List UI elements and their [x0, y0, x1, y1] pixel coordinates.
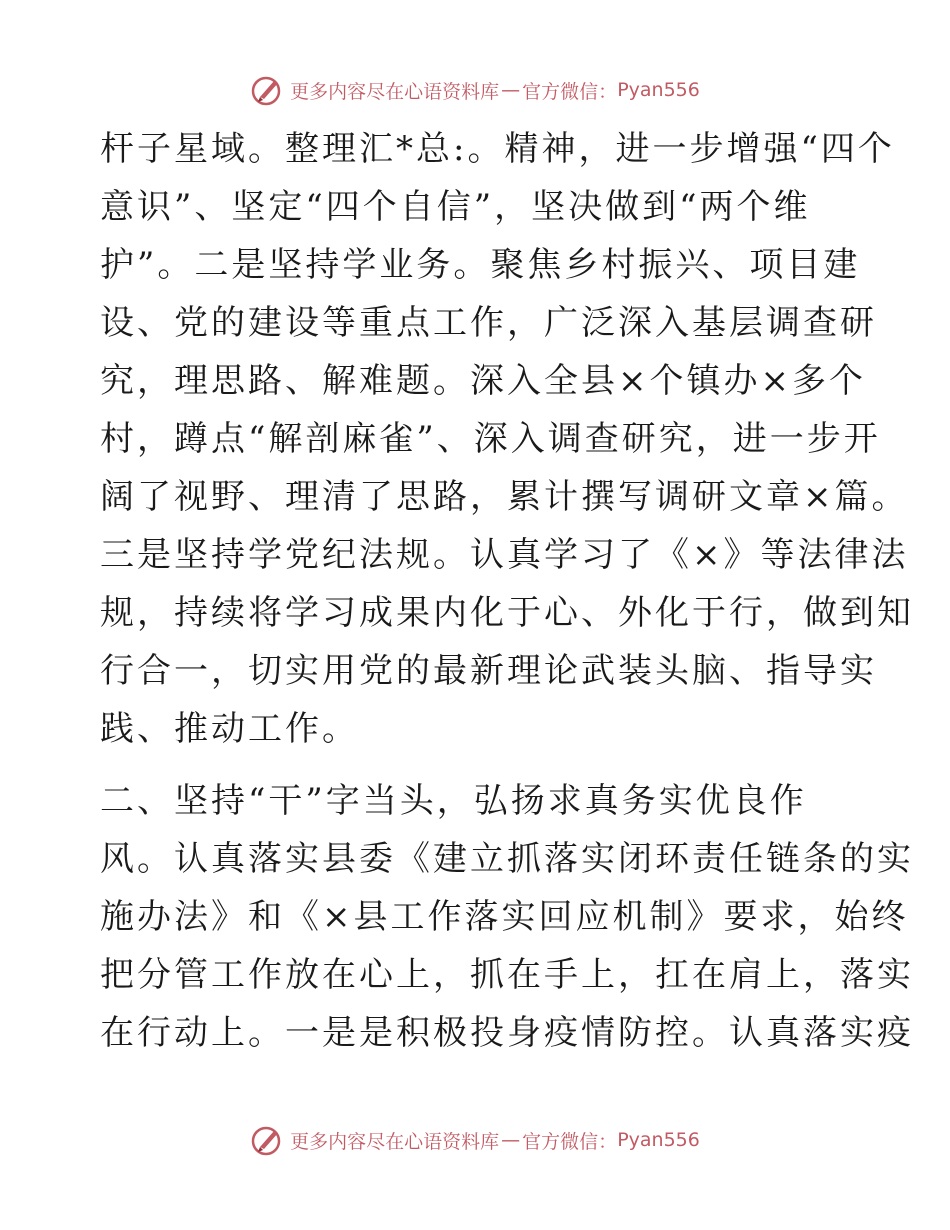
text-line: 阔了视野、理清了思路，累计撰写调研文章×篇。 — [100, 477, 909, 517]
text-line: 风。认真落实县委《建立抓落实闭环责任链条的实 — [100, 839, 914, 879]
wechat-id: Pyan556 — [617, 1129, 700, 1151]
text-line: 究，理思路、解难题。深入全县×个镇办×多个 — [100, 361, 866, 401]
text-line: 意识”、坚定“四个自信”，坚决做到“两个维 — [100, 187, 811, 227]
pen-logo-icon — [250, 73, 284, 107]
footer-banner — [0, 1120, 950, 1160]
banner-dash: — — [501, 79, 521, 101]
text-line: 施办法》和《×县工作落实回应机制》要求，始终 — [100, 897, 909, 937]
text-line: 护”。二是坚持学业务。聚焦乡村振兴、项目建 — [100, 245, 861, 285]
banner-text: 更多内容尽在心语资料库 — [290, 80, 500, 103]
banner-dash: — — [501, 1129, 521, 1151]
text-line: 村，蹲点“解剖麻雀”、深入调查研究，进一步开 — [100, 419, 881, 459]
banner-text: 更多内容尽在心语资料库 — [290, 1130, 500, 1153]
text-line: 规，持续将学习成果内化于心、外化于行，做到知 — [100, 593, 914, 633]
text-line: 三是坚持学党纪法规。认真学习了《×》等法律法 — [100, 535, 909, 575]
text-line: 杆子星域。整理汇*总:。精神，进一步增强“四个 — [100, 129, 895, 169]
text-line: 设、党的建设等重点工作，广泛深入基层调查研 — [100, 303, 877, 343]
text-line: 把分管工作放在心上，抓在手上，扛在肩上，落实 — [100, 955, 914, 995]
wechat-id: Pyan556 — [617, 79, 700, 101]
pen-logo-icon — [250, 1123, 284, 1157]
text-line: 行合一，切实用党的最新理论武装头脑、指导实 — [100, 651, 877, 691]
wechat-label: 官方微信： — [522, 80, 618, 103]
section-heading: 二、坚持“干”字当头，弘扬求真务实优良作 — [100, 781, 807, 821]
wechat-label: 官方微信： — [522, 1130, 618, 1153]
text-line: 在行动上。一是是积极投身疫情防控。认真落实疫 — [100, 1013, 914, 1053]
text-line: 践、推动工作。 — [100, 709, 359, 749]
header-banner — [0, 70, 950, 110]
